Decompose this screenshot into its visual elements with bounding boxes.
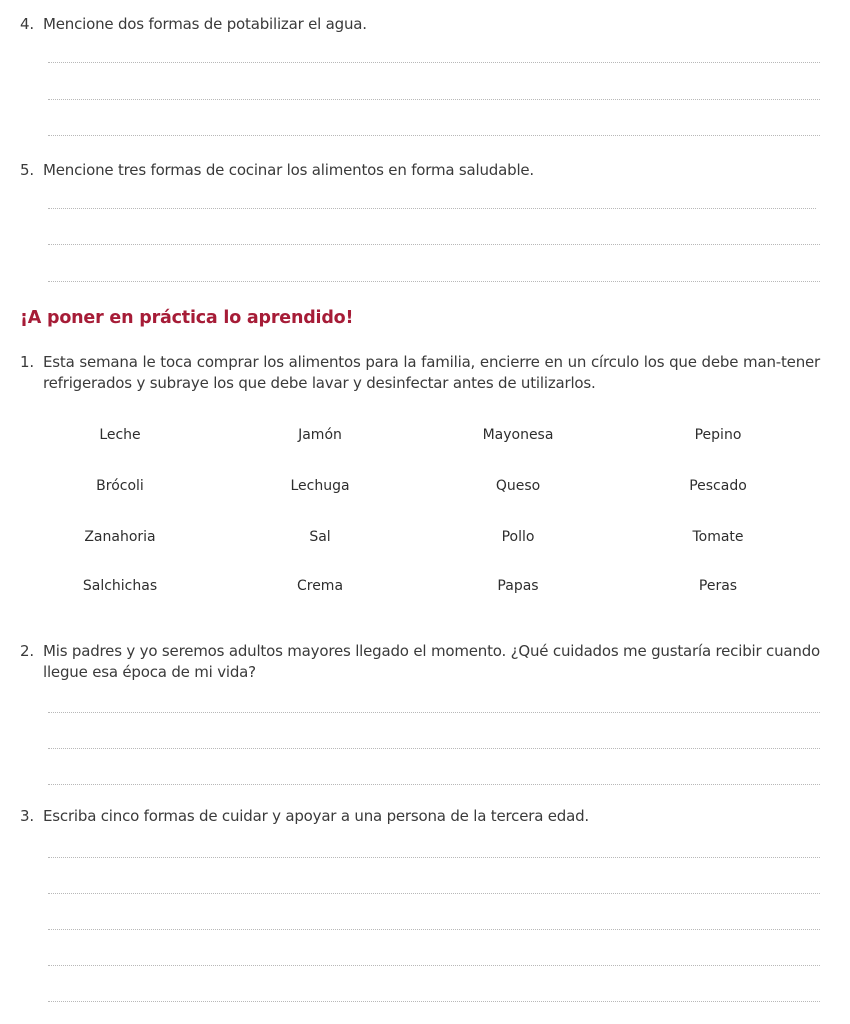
food-item[interactable]: Papas [497, 578, 539, 594]
answer-line[interactable] [48, 99, 820, 100]
answer-line[interactable] [48, 244, 820, 245]
answer-line[interactable] [48, 965, 820, 966]
food-item[interactable]: Brócoli [96, 478, 144, 494]
answer-line[interactable] [48, 281, 820, 282]
activity-text: Mis padres y yo seremos adultos mayores llegado el momento. ¿Qué cuidados me gustaría recibir cuando llegue esa época de mi vida? [43, 642, 820, 681]
activity-number: 3. [20, 807, 34, 825]
food-item[interactable]: Leche [99, 427, 141, 443]
answer-line[interactable] [48, 748, 820, 749]
food-item[interactable]: Pollo [501, 529, 535, 545]
food-item[interactable]: Peras [698, 578, 738, 594]
answer-line[interactable] [48, 208, 816, 209]
food-item[interactable]: Mayonesa [482, 427, 554, 443]
activity-text: Escriba cinco formas de cuidar y apoyar a una persona de la tercera edad. [43, 807, 589, 825]
activity-1 [20, 352, 820, 394]
answer-line[interactable] [48, 929, 820, 930]
question-text: Mencione tres formas de cocinar los alimentos en forma saludable. [43, 161, 535, 179]
activity-number: 1. [20, 353, 34, 371]
activity-number: 2. [20, 642, 34, 660]
question-text: Mencione dos formas de potabilizar el agua. [43, 15, 367, 33]
answer-line[interactable] [48, 857, 820, 858]
answer-line[interactable] [48, 135, 820, 136]
question-number: 4. [20, 15, 34, 33]
section-heading: ¡A poner en práctica lo aprendido! [20, 308, 354, 328]
activity-2 [20, 641, 820, 683]
food-item[interactable]: Zanahoria [84, 529, 156, 545]
answer-line[interactable] [48, 62, 820, 63]
answer-line[interactable] [48, 784, 820, 785]
activity-3 [20, 806, 589, 827]
question-number: 5. [20, 161, 34, 179]
question-4 [20, 14, 367, 35]
food-item[interactable]: Sal [309, 529, 331, 545]
food-item[interactable]: Queso [495, 478, 541, 494]
food-item[interactable]: Lechuga [290, 478, 350, 494]
activity-text: Esta semana le toca comprar los alimentos para la familia, encierre en un círculo los que debe man-tener refrigerados y subraye los que debe lavar y desinfectar antes de utilizarlos. [43, 353, 820, 392]
question-5 [20, 160, 534, 181]
answer-line[interactable] [48, 893, 820, 894]
food-item[interactable]: Crema [296, 578, 344, 594]
food-item[interactable]: Pepino [694, 427, 742, 443]
answer-line[interactable] [48, 712, 820, 713]
food-item[interactable]: Salchichas [82, 578, 158, 594]
food-item[interactable]: Pescado [689, 478, 747, 494]
food-item[interactable]: Tomate [692, 529, 744, 545]
answer-line[interactable] [48, 1001, 820, 1002]
food-item[interactable]: Jamón [298, 427, 342, 443]
